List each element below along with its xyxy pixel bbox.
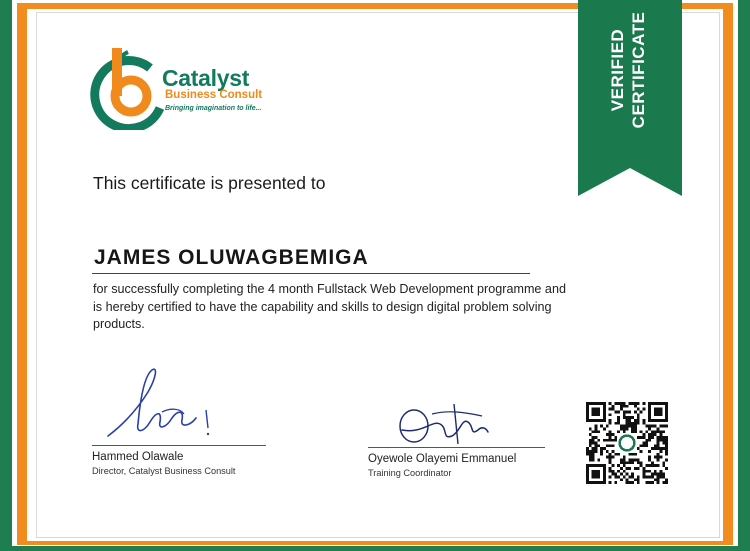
signature-line-2 <box>368 447 545 448</box>
ribbon-label <box>590 0 666 155</box>
name-underline <box>92 273 530 274</box>
ribbon-line-1: VERIFIED <box>608 28 627 112</box>
signatory-1-title: Director, Catalyst Business Consult <box>92 466 236 476</box>
signature-line-1 <box>92 445 266 446</box>
signature-2 <box>392 400 492 450</box>
signatory-1-name: Hammed Olawale <box>92 451 184 463</box>
certificate-description: for successfully completing the 4 month Fullstack Web Development programme and is hereby certified to have the capability and skills to design digital problem solving products. <box>93 282 566 331</box>
logo-tagline: Bringing imagination to life... <box>165 105 262 112</box>
signatory-2-name: Oyewole Olayemi Emmanuel <box>368 453 517 465</box>
qr-code <box>586 402 668 484</box>
logo-subname: Business Consult <box>165 89 263 101</box>
signatory-2-title: Training Coordinator <box>368 468 452 478</box>
logo-name: Catalyst <box>162 65 250 91</box>
ribbon-line-2: CERTIFICATE <box>629 11 648 129</box>
signature-1 <box>100 362 215 444</box>
recipient-name: JAMES OLUWAGBEMIGA <box>94 246 369 269</box>
presented-to-text: This certificate is presented to <box>93 173 326 193</box>
